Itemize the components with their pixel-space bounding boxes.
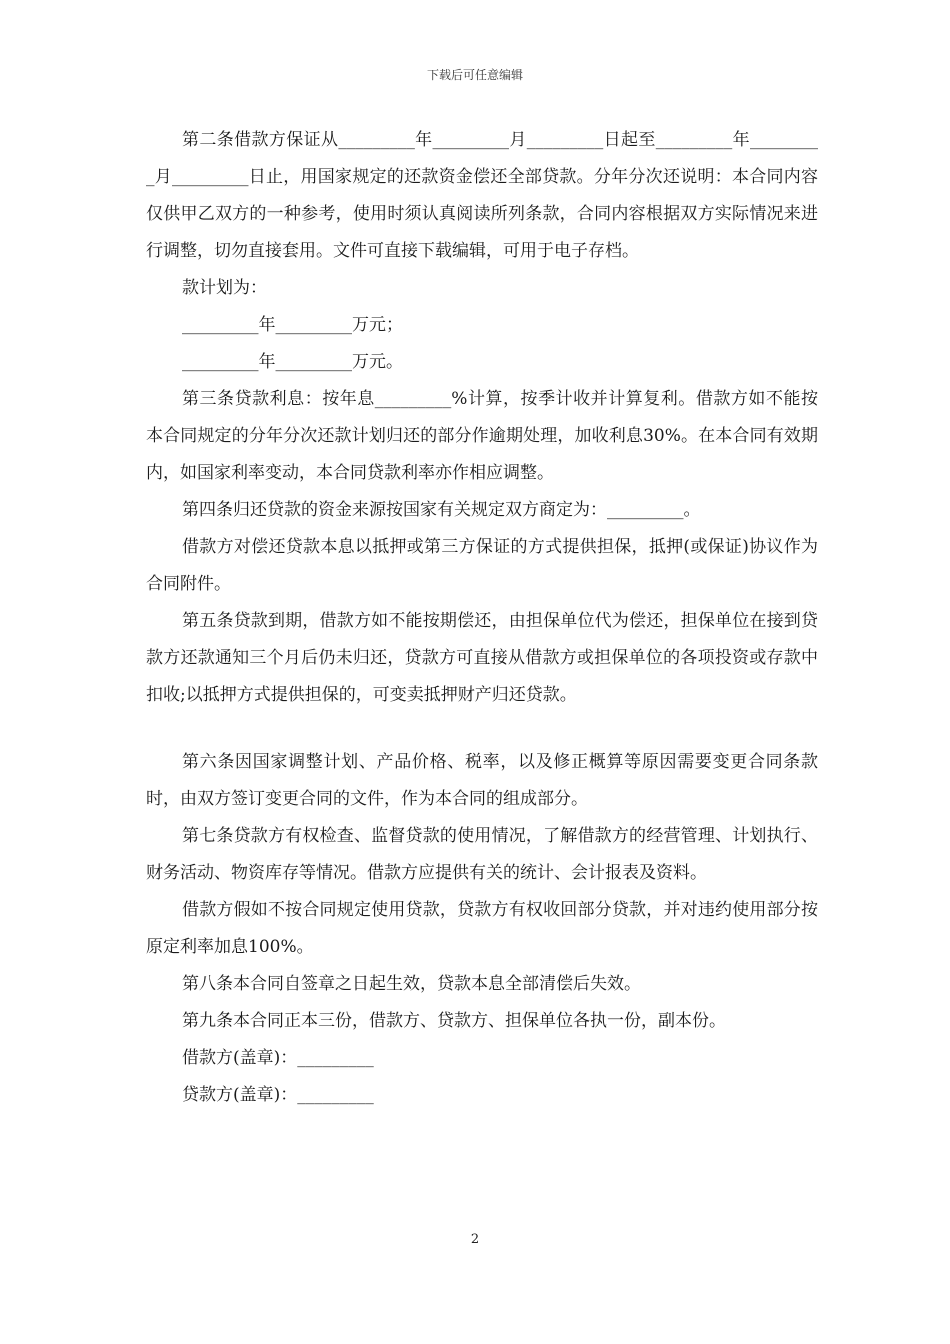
borrower-seal-line: 借款方(盖章)：_________ xyxy=(182,1048,374,1068)
guarantee-paragraph: 借款方对偿还贷款本息以抵押或第三方保证的方式提供担保，抵押(或保证)协议作为合同附件。 xyxy=(146,537,818,594)
lender-seal-line: 贷款方(盖章)：_________ xyxy=(182,1085,374,1105)
clause-5-maturity: 第五条贷款到期，借款方如不能按期偿还，由担保单位代为偿还，担保单位在接到贷款方还款通知三个月后仍未归还，贷款方可直接从借款方或担保单位的各项投资或存款中扣收;以抵押方式提供担保的，可变卖抵押财产归还贷款。 xyxy=(146,611,818,705)
page-header: 下载后可任意编辑 xyxy=(426,68,523,82)
repayment-plan-line-1: _________年_________万元； xyxy=(182,315,403,335)
clause-7-supervision: 第七条贷款方有权检查、监督贷款的使用情况，了解借款方的经营管理、计划执行、财务活动、物资库存等情况。借款方应提供有关的统计、会计报表及资料。 xyxy=(146,826,818,883)
clause-4-fund-source: 第四条归还贷款的资金来源按国家有关规定双方商定为：_________。 xyxy=(182,500,701,520)
repayment-plan-line-2: _________年_________万元。 xyxy=(182,352,403,372)
document-body xyxy=(146,122,818,1114)
clause-8-effectiveness: 第八条本合同自签章之日起生效，贷款本息全部清偿后失效。 xyxy=(182,974,641,994)
clause-3-interest: 第三条贷款利息：按年息_________%计算，按季计收并计算复利。借款方如不能按本合同规定的分年分次还款计划归还的部分作逾期处理，加收利息30%。在本合同有效期内，如国家利率变动，本合同贷款利率亦作相应调整。 xyxy=(146,389,818,483)
page-number: 2 xyxy=(470,1232,480,1247)
clause-2-repayment-period: 第二条借款方保证从_________年_________月_________日起至_________年_________月_________日止，用国家规定的还款资金偿还全部贷款。分年分次还说明：本合同内容仅供甲乙双方的一种参考，使用时须认真阅读所列条款，合同内容根据双方实际情况来进行调整，切勿直接套用。文件可直接下载编辑，可用于电子存档。 xyxy=(146,130,818,261)
clause-9-copies: 第九条本合同正本三份，借款方、贷款方、担保单位各执一份，副本份。 xyxy=(182,1011,726,1031)
repayment-plan-label: 款计划为： xyxy=(182,278,267,298)
misuse-penalty-paragraph: 借款方假如不按合同规定使用贷款，贷款方有权收回部分贷款，并对违约使用部分按原定利率加息100%。 xyxy=(146,900,818,957)
clause-6-changes: 第六条因国家调整计划、产品价格、税率，以及修正概算等原因需要变更合同条款时，由双方签订变更合同的文件，作为本合同的组成部分。 xyxy=(146,752,818,809)
